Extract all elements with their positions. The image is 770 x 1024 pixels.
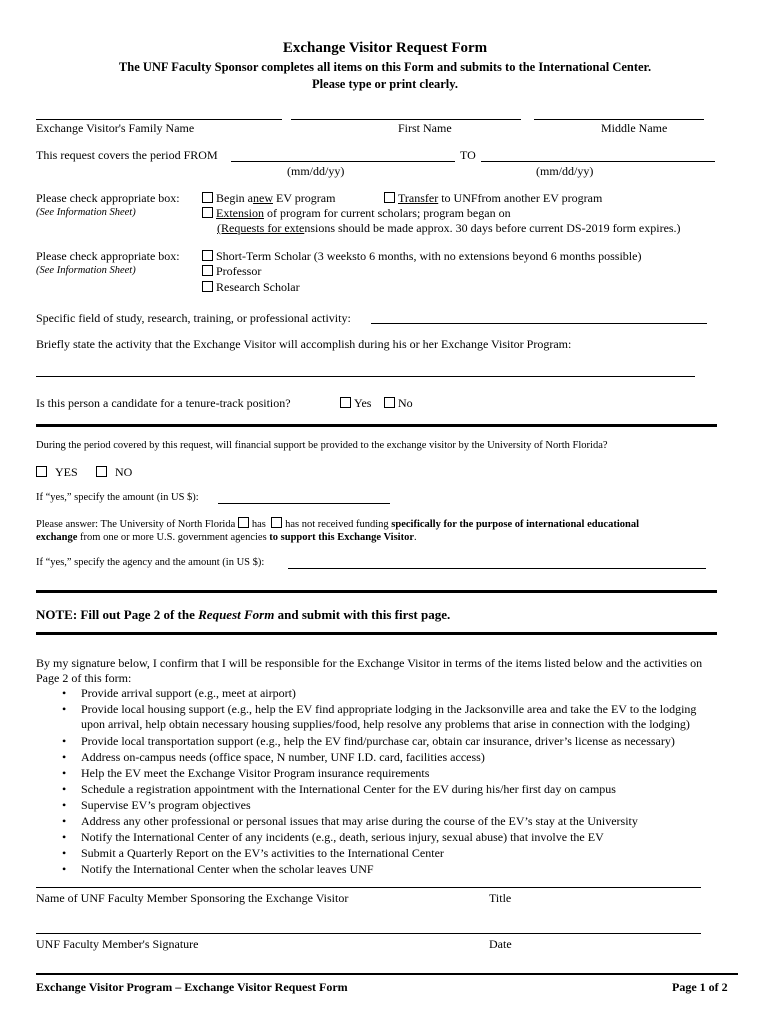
bullet-glyph: • — [62, 766, 67, 780]
tenure-no-option — [384, 396, 413, 411]
funding-amount-input[interactable] — [218, 503, 390, 504]
first-name-label: First Name — [398, 121, 452, 135]
sponsor-name-label: Name of UNF Faculty Member Sponsoring the Exchange Visitor — [36, 891, 349, 905]
scholar-type-prompt: Please check appropriate box: — [36, 249, 180, 263]
section-divider — [36, 632, 717, 635]
date-label: Date — [489, 937, 512, 951]
funding-no-option — [96, 465, 132, 480]
responsibility-item: Address any other professional or personal issues that may arise during the course of the EV’s stay at the University — [81, 814, 638, 828]
option-professor — [202, 264, 261, 279]
bullet-glyph: • — [62, 686, 67, 700]
footer-left: Exchange Visitor Program – Exchange Visitor Request Form — [36, 980, 348, 994]
period-from-label: This request covers the period FROM — [36, 148, 218, 162]
form-title: Exchange Visitor Request Form — [282, 40, 488, 56]
tenure-question: Is this person a candidate for a tenure-track position? — [36, 396, 291, 410]
responsibility-item: Notify the International Center of any incidents (e.g., death, serious injury, sexual abuse) that involve the EV — [81, 830, 604, 844]
responsibility-item: Schedule a registration appointment with the International Center for the EV during his/her first day on campus — [81, 782, 616, 796]
research-scholar-checkbox[interactable] — [202, 281, 213, 292]
date-format-hint: (mm/dd/yy) — [287, 164, 345, 178]
activity-input[interactable] — [36, 376, 695, 377]
section-divider — [36, 590, 717, 593]
short-term-checkbox[interactable] — [202, 250, 213, 261]
bullet-glyph: • — [62, 846, 67, 860]
field-of-study-label: Specific field of study, research, training, or professional activity: — [36, 311, 351, 325]
bullet-glyph: • — [62, 798, 67, 812]
option-label: Research Scholar — [216, 280, 300, 294]
bullet-glyph: • — [62, 782, 67, 796]
option-label: new — [253, 191, 273, 205]
option-extension — [202, 206, 511, 221]
extension-note-text: (Requests for exte — [217, 221, 305, 235]
bullet-glyph: • — [62, 702, 67, 716]
form-subtitle-2: Please type or print clearly. — [312, 77, 458, 91]
period-from-field[interactable] — [231, 161, 455, 162]
responsibility-item: Provide local housing support (e.g., help the EV find appropriate lodging in the Jacksonville area and take the EV to the lodging — [81, 702, 697, 716]
signature-field[interactable] — [36, 933, 701, 934]
date-format-hint: (mm/dd/yy) — [536, 164, 594, 178]
title-label: Title — [489, 891, 512, 905]
emphasis-text: to support this Exchange Visitor — [269, 532, 414, 543]
bullet-glyph: • — [62, 830, 67, 844]
emphasis-text: exchange — [36, 532, 78, 543]
middle-name-label: Middle Name — [601, 121, 668, 135]
funding-answer-line — [36, 517, 639, 530]
option-label: No — [398, 396, 413, 410]
middle-name-field[interactable] — [534, 119, 704, 120]
page-number: Page 1 of 2 — [672, 980, 728, 994]
funding-no-checkbox[interactable] — [96, 466, 107, 477]
option-label: to UNFfrom another EV program — [438, 191, 603, 205]
funding-yes-option — [36, 465, 78, 480]
agency-amount-label: If “yes,” specify the agency and the amount (in US $): — [36, 557, 265, 568]
funding-question: During the period covered by this request, will financial support be provided to the exchange visitor by the University of North Florida? — [36, 440, 608, 451]
note-prefix: NOTE: Fill out Page 2 of the — [36, 607, 199, 622]
funding-yes-checkbox[interactable] — [36, 466, 47, 477]
section-divider — [36, 424, 717, 427]
responsibility-item: Supervise EV’s program objectives — [81, 798, 251, 812]
emphasis-text: specifically for the purpose of international educational — [391, 519, 639, 530]
signature-label: UNF Faculty Member's Signature — [36, 937, 199, 951]
option-label: YES — [55, 465, 78, 479]
note-italic: Request Form — [198, 607, 275, 622]
option-research-scholar — [202, 280, 300, 295]
option-label: Short-Term Scholar (3 weeksto 6 months, with no extensions beyond 6 months possible) — [216, 249, 642, 263]
responsibility-item: Help the EV meet the Exchange Visitor Program insurance requirements — [81, 766, 430, 780]
form-subtitle: The UNF Faculty Sponsor completes all items on this Form and submits to the International Center. — [118, 60, 652, 74]
responsibility-item: Provide local transportation support (e.g., help the EV find/purchase car, obtain car insurance, driver’s license as necessary) — [81, 734, 675, 748]
bullet-glyph: • — [62, 814, 67, 828]
tenure-yes-checkbox[interactable] — [340, 397, 351, 408]
answer-text: . — [413, 532, 417, 543]
option-label: Professor — [216, 264, 262, 278]
transfer-checkbox[interactable] — [384, 192, 395, 203]
option-label: has not received funding — [285, 519, 389, 530]
bullet-glyph: • — [62, 750, 67, 764]
program-type-prompt: Please check appropriate box: — [36, 191, 180, 205]
family-name-field[interactable] — [36, 119, 282, 120]
confirmation-text-2: Page 2 of this form: — [36, 671, 132, 685]
responsibility-item: Provide arrival support (e.g., meet at airport) — [81, 686, 296, 700]
professor-checkbox[interactable] — [202, 265, 213, 276]
funding-answer-line-2 — [36, 532, 417, 543]
option-label: has — [251, 519, 266, 530]
bullet-glyph: • — [62, 862, 67, 876]
option-label: Transfer — [398, 191, 439, 205]
family-name-label: Exchange Visitor's Family Name — [36, 121, 195, 135]
period-to-field[interactable] — [481, 161, 715, 162]
option-label: EV program — [273, 191, 336, 205]
note-text — [36, 607, 450, 623]
footer-divider — [36, 973, 738, 975]
responsibility-item: Submit a Quarterly Report on the EV’s activities to the International Center — [81, 846, 444, 860]
activity-label: Briefly state the activity that the Exchange Visitor will accomplish during his or her Exchange Visitor Program: — [36, 337, 572, 351]
agency-amount-input[interactable] — [288, 568, 706, 569]
bullet-glyph: • — [62, 734, 67, 748]
confirmation-text: By my signature below, I confirm that I will be responsible for the Exchange Visitor in terms of the items listed below and the activities on — [36, 656, 703, 670]
option-transfer — [384, 191, 602, 206]
first-name-field[interactable] — [291, 119, 521, 120]
option-label: Yes — [354, 396, 372, 410]
period-to-label: TO — [460, 148, 476, 162]
option-label: Begin a — [216, 191, 253, 205]
info-sheet-note: (See Information Sheet) — [36, 265, 136, 276]
field-of-study-input[interactable] — [371, 323, 707, 324]
tenure-yes-option — [340, 396, 371, 411]
option-short-term-scholar — [202, 249, 641, 264]
extension-note-text: nsions should be made approx. 30 days before current DS-2019 form expires.) — [304, 221, 681, 235]
option-new-program — [202, 191, 335, 206]
extension-note — [217, 221, 681, 236]
funding-amount-label: If “yes,” specify the amount (in US $): — [36, 492, 199, 503]
responsibility-item: Address on-campus needs (office space, N number, UNF I.D. card, facilities access) — [81, 750, 485, 764]
tenure-no-checkbox[interactable] — [384, 397, 395, 408]
option-label: NO — [115, 465, 133, 479]
option-label: of program for current scholars; program began on — [264, 206, 511, 220]
sponsor-name-field[interactable] — [36, 887, 701, 888]
responsibility-item-continued: upon arrival, help obtain necessary housing supplies/food, help resolve any problems that arise in connection with the lodging) — [81, 717, 690, 731]
extension-checkbox[interactable] — [202, 207, 213, 218]
new-program-checkbox[interactable] — [202, 192, 213, 203]
info-sheet-note: (See Information Sheet) — [36, 207, 136, 218]
has-not-checkbox[interactable] — [271, 517, 282, 528]
answer-prefix: Please answer: The University of North Florida — [36, 519, 236, 530]
has-checkbox[interactable] — [238, 517, 249, 528]
option-label: Extension — [216, 206, 264, 220]
note-suffix: and submit with this first page. — [274, 607, 451, 622]
answer-text: from one or more U.S. government agencies — [77, 532, 270, 543]
responsibility-item: Notify the International Center when the scholar leaves UNF — [81, 862, 374, 876]
